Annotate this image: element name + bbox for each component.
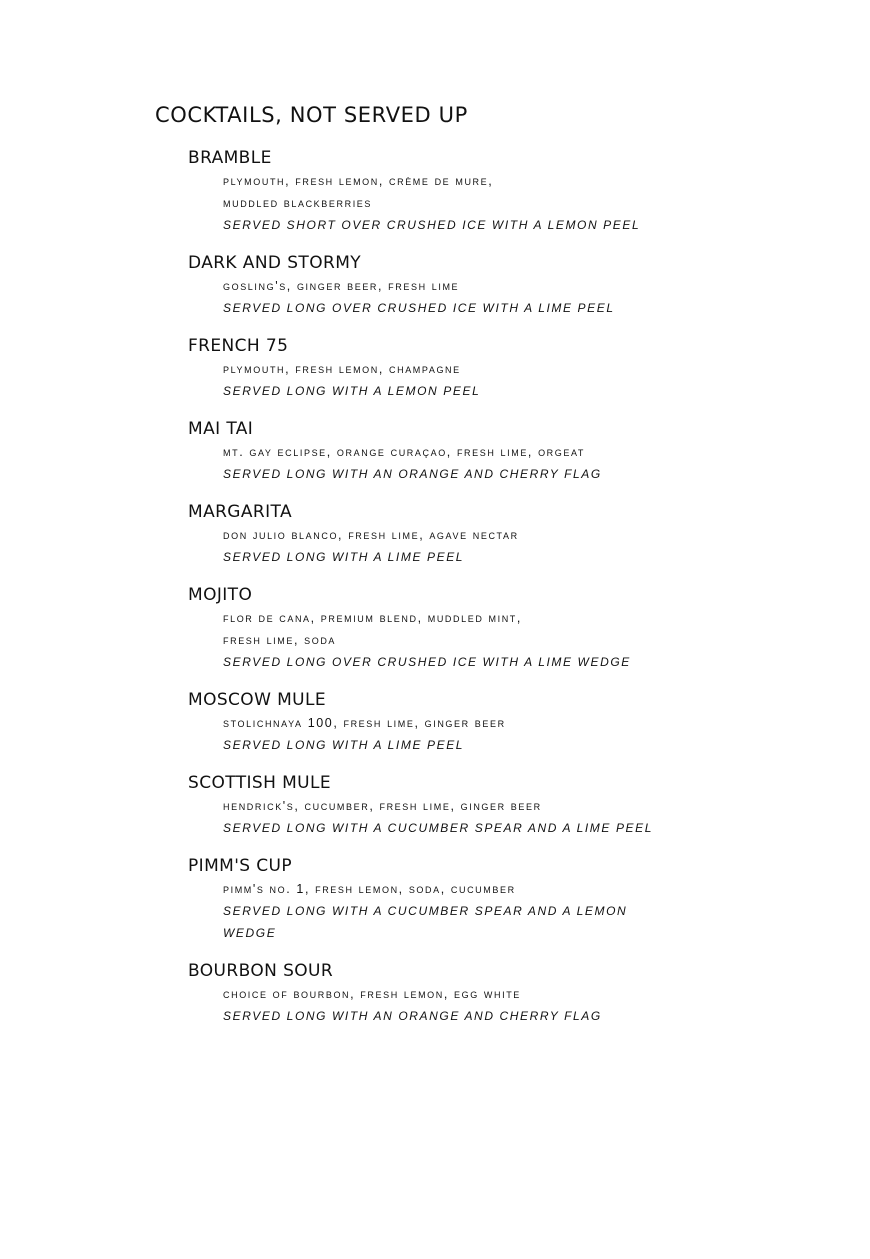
- cocktail-name: DARK AND STORMY: [188, 253, 362, 273]
- section-heading: COCKTAILS, NOT SERVED UP: [155, 103, 468, 127]
- cocktail-item: [188, 501, 828, 568]
- cocktail-name: MOJITO: [188, 585, 253, 605]
- cocktail-item: [188, 772, 828, 839]
- cocktail-name: FRENCH 75: [188, 336, 289, 356]
- cocktail-serving: SERVED LONG OVER CRUSHED ICE WITH A LIME WEDGE: [223, 655, 631, 669]
- cocktail-name: MARGARITA: [188, 502, 293, 522]
- cocktail-name: PIMM'S CUP: [188, 856, 293, 876]
- cocktail-ingredients: hendrick's, cucumber, fresh lime, ginger beer: [223, 799, 542, 813]
- cocktail-item: [188, 960, 828, 1027]
- cocktail-ingredients: don julio blanco, fresh lime, agave nectar: [223, 528, 519, 542]
- cocktail-name: BRAMBLE: [188, 148, 272, 168]
- cocktail-item: [188, 689, 828, 756]
- cocktail-serving: SERVED LONG OVER CRUSHED ICE WITH A LIME PEEL: [223, 301, 615, 315]
- cocktail-ingredients: fresh lime, soda: [223, 633, 337, 647]
- cocktail-serving: SERVED LONG WITH A CUCUMBER SPEAR AND A LEMON: [223, 904, 628, 918]
- cocktail-serving: SERVED SHORT OVER CRUSHED ICE WITH A LEMON PEEL: [223, 218, 641, 232]
- cocktail-serving: WEDGE: [223, 926, 277, 940]
- cocktail-item: [188, 335, 828, 402]
- cocktail-serving: SERVED LONG WITH A CUCUMBER SPEAR AND A LIME PEEL: [223, 821, 654, 835]
- cocktail-ingredients: stolichnaya 100, fresh lime, ginger beer: [223, 716, 506, 730]
- cocktail-item: [188, 855, 828, 944]
- cocktail-name: SCOTTISH MULE: [188, 773, 332, 793]
- cocktail-list: [188, 147, 828, 1043]
- cocktail-serving: SERVED LONG WITH A LEMON PEEL: [223, 384, 481, 398]
- cocktail-serving: SERVED LONG WITH A LIME PEEL: [223, 550, 465, 564]
- cocktail-serving: SERVED LONG WITH AN ORANGE AND CHERRY FLAG: [223, 467, 602, 481]
- cocktail-ingredients: gosling's, ginger beer, fresh lime: [223, 279, 460, 293]
- cocktail-ingredients: muddled blackberries: [223, 196, 373, 210]
- cocktail-name: MOSCOW MULE: [188, 690, 327, 710]
- cocktail-item: [188, 418, 828, 485]
- cocktail-item: [188, 147, 828, 236]
- cocktail-name: MAI TAI: [188, 419, 254, 439]
- cocktail-ingredients: flor de cana, premium blend, muddled mint,: [223, 611, 522, 625]
- cocktail-ingredients: mt. gay eclipse, orange curaçao, fresh lime, orgeat: [223, 445, 586, 459]
- cocktail-ingredients: choice of bourbon, fresh lemon, egg white: [223, 987, 521, 1001]
- cocktail-ingredients: pimm's no. 1, fresh lemon, soda, cucumber: [223, 882, 516, 896]
- cocktail-serving: SERVED LONG WITH A LIME PEEL: [223, 738, 465, 752]
- cocktail-ingredients: plymouth, fresh lemon, crème de mure,: [223, 174, 494, 188]
- cocktail-name: BOURBON SOUR: [188, 961, 334, 981]
- cocktail-ingredients: plymouth, fresh lemon, champagne: [223, 362, 461, 376]
- cocktail-item: [188, 584, 828, 673]
- cocktail-serving: SERVED LONG WITH AN ORANGE AND CHERRY FLAG: [223, 1009, 602, 1023]
- cocktail-item: [188, 252, 828, 319]
